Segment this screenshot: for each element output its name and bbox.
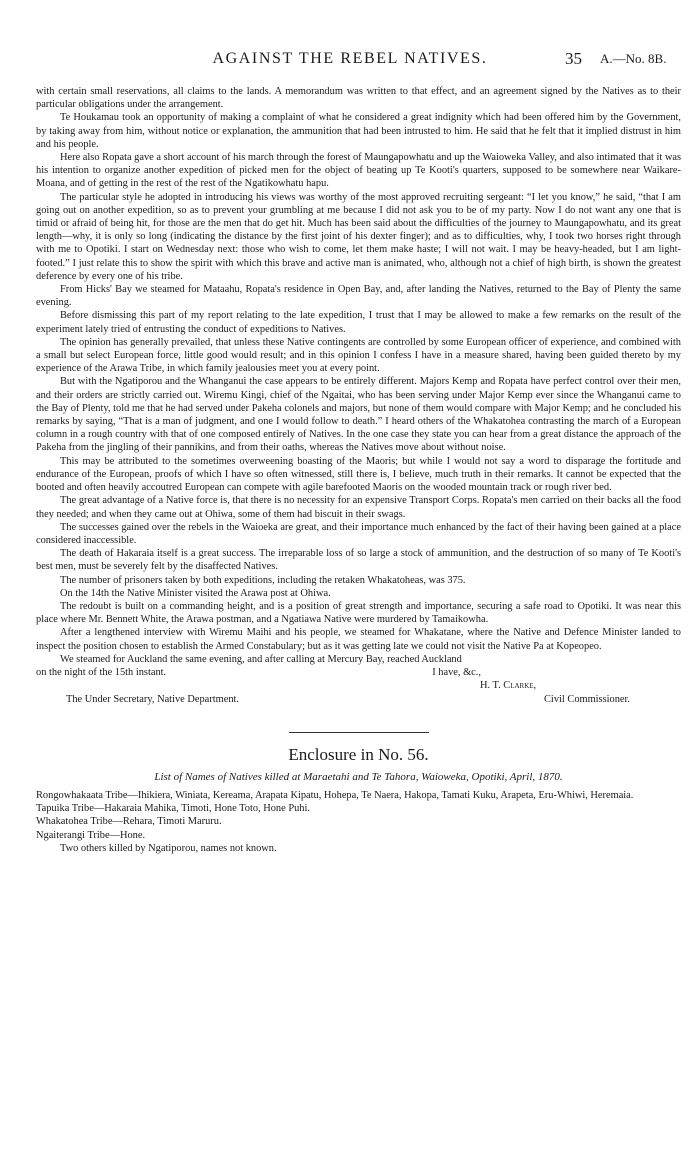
list-note: Two others killed by Ngatiporou, names not known. xyxy=(60,842,277,854)
signature: H. T. Clarke, xyxy=(480,679,537,691)
paragraph-hicks-bay: From Hicks' Bay we steamed for Mataahu, Ropata's residence in Open Bay, and, after landing the Natives, returned to the Bay of Plenty the same evening. xyxy=(36,284,681,309)
running-title: AGAINST THE REBEL NATIVES. xyxy=(212,50,488,67)
page-header xyxy=(0,50,700,72)
paragraph-ohiwa-visit: On the 14th the Native Minister visited the Arawa post at Ohiwa. xyxy=(60,587,331,599)
paragraph-hakaraia: The death of Hakaraia itself is a great success. The irreparable loss of so large a stock of ammunition, and the destruction of so many of Te Kooti's best men, must be severely felt by the disaffected Natives. xyxy=(36,548,681,573)
enclosure-subtitle: List of Names of Natives killed at Maraetahi and Te Tahora, Waioweka, Opotiki, April, 1870. xyxy=(154,770,563,783)
paragraph-continuation: with certain small reservations, all claims to the lands. A memorandum was written to that effect, and an agreement signed by the Natives as to their particular obligations under the arrangement. xyxy=(36,86,681,111)
paragraph-recruiting-style: The particular style he adopted in introducing his views was worthy of the most approved recruiting sergeant: “I let you know,” he said, “that I am going out on another expedition, so as to prevent your grumbling at me because I did not ask you to be of my party. Now I do not want any one that is timid or afraid of being hit, for those are the men that do get hit. Much has been said about the difficulties of the journey to Maungapowhatu, and its great length—why, it is only so long (indicating the distance by the first joint of his dexter finger); and as to difficulties, why, I took two horses right through with me to Opotiki. I start on Wednesday next: those who wish to come, let them make haste; I will not wait. I may be heavy-headed, but I am light-footed.” I just relate this to show the spirit with which this brave and active man is animated, who, although not a chief of high birth, is shown the greatest deference by every one of his tribe. xyxy=(36,191,681,282)
page-number: 35 xyxy=(565,49,582,68)
list-item: Rongowhakaata Tribe—Ihikiera, Winiata, Kereama, Arapata Kipatu, Hohepa, Te Naera, Hakopa, Tamati Kuku, Arapeta, Eru-Whiwi, Heremaia. xyxy=(36,789,634,801)
paragraph-redoubt: The redoubt is built on a commanding height, and is a position of great strength and importance, securing a safe road to Opotiki. It was near this place where Mr. Bennett White, the Arawa postman, and a Ngatiawa Native were murdered by Tamaikowha. xyxy=(36,600,681,626)
names-list xyxy=(36,789,681,855)
addressee: The Under Secretary, Native Department. xyxy=(66,693,240,705)
list-item: Ngaiterangi Tribe—Hone. xyxy=(36,829,146,841)
paragraph-ropata-march: Here also Ropata gave a short account of his march through the forest of Maungapowhatu and up the Waioweka Valley, and also intimated that it was his intention to organize another expedition of picked men for the object of beating up Te Kooti's quarters, supposed to be somewhere near Waikare-Moana, and of getting in the rest of the rest of the Ngatikowhatu hapu. xyxy=(36,152,681,190)
paragraph-opinion: The opinion has generally prevailed, that unless these Native contingents are controlled by some European officer of experience, and combined with a small but select European force, little good would result; and in this opinion I confess I have in a measure shared, having been guided thereto by my experience of the Arawa Tribe, in which family jealousies meet you at every point. xyxy=(36,336,681,375)
paragraph-auckland: We steamed for Auckland the same evening, and after calling at Mercury Bay, reached Auckland xyxy=(60,653,462,665)
enclosure-heading: Enclosure in No. 56. xyxy=(288,744,429,764)
closing-date-line: on the night of the 15th instant. xyxy=(36,666,167,678)
section-divider xyxy=(289,732,429,733)
paragraph-boasting: This may be attributed to the sometimes overweening boasting of the Maoris; but while I would not say a word to disparage the fortitude and endurance of the European, proofs of which I have so often witnessed, still there is, I believe, much truth in their remarks. It cannot be expected that the booted and often heavily accoutred European can compete with agile barefooted Maoris on the wooded mountain track or rough river bed. xyxy=(36,455,681,494)
paragraph-prisoners: The number of prisoners taken by both expeditions, including the retaken Whakatoheas, was 375. xyxy=(60,574,466,586)
paragraph-transport: The great advantage of a Native force is, that there is no necessity for an expensive Transport Corps. Ropata's men carried on their backs all the food they needed; and when they came out at Ohiwa, some of them had biscuit in their swags. xyxy=(36,495,681,520)
letter-closing xyxy=(36,666,681,706)
paragraph-houkamau-complaint: Te Houkamau took an opportunity of making a complaint of what he considered a great indignity which had been offered him by the Government, by taking away from him, without notice or explanation, the ammunition that had been intrusted to him. He said that he felt that it implied distrust in him and his people. xyxy=(36,112,681,150)
paragraph-successes: The successes gained over the rebels in the Waioeka are great, and their importance much enhanced by the fact of their having been gained at a place considered inaccessible. xyxy=(36,521,681,546)
list-item: Whakatohea Tribe—Rehara, Timoti Maruru. xyxy=(36,816,222,828)
list-item: Tapuika Tribe—Hakaraia Mahika, Timoti, Hone Toto, Hone Puhi. xyxy=(36,803,310,815)
paragraph-remarks-intro: Before dismissing this part of my report relating to the late expedition, I trust that I may be allowed to make a few remarks on the result of the experiment lately tried of entrusting the conduct of expeditions to Natives. xyxy=(36,310,681,335)
paragraph-ngatiporou: But with the Ngatiporou and the Whanganui the case appears to be entirely different. Majors Kemp and Ropata have perfect control over their men, and their orders are strictly carried out. Wiremu Kingi, chief of the Ngaitai, who has been serving under Major Kemp ever since the Whanganui came to the Bay of Plenty, told me that he had served under Pakeha colonels and majors, but none of them would compare with Major Kemp; and he concluded his remarks by saying, “That is a man of judgment, and one I would follow to death.” I heard others of the Whakatohea contrasting the march of a European column in a rough country with that of one composed entirely of Natives. In the one case they state you can hear from a great distance the approach of the Pakeha from the jingling of their pannikins, and from their oaths, whereas the Natives move about without noise. xyxy=(36,376,681,454)
signer-title: Civil Commissioner. xyxy=(544,693,631,705)
paragraph-whakatane: After a lengthened interview with Wiremu Maihi and his people, we steamed for Whakatane, where the Native and Defence Minister landed to inspect the position chosen to establish the Armed Constabulary; but as it was getting late we could not visit the Native Pa at Kopeopeo. xyxy=(36,627,681,652)
valediction: I have, &c., xyxy=(432,666,481,678)
report-body xyxy=(36,85,681,855)
paper-reference: A.—No. 8B. xyxy=(600,51,667,66)
